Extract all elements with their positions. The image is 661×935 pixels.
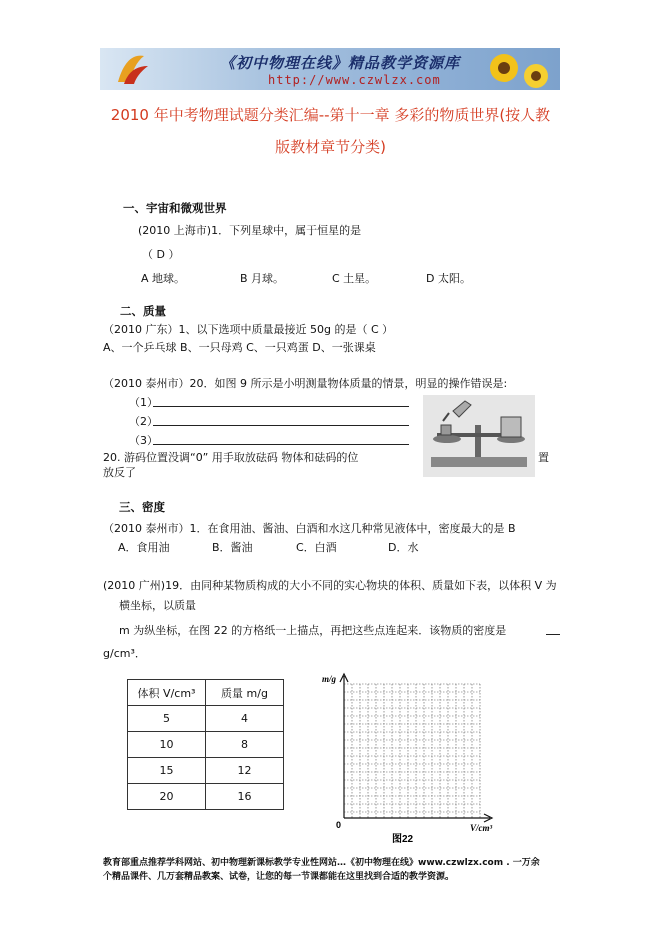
- header-banner: [100, 48, 560, 90]
- table-header-cell: 体积 V/cm³: [128, 680, 206, 706]
- table-header-cell: 质量 m/g: [206, 680, 284, 706]
- question-taizhou-1: （2010 泰州市）1．在食用油、酱油、白酒和水这几种常见液体中，密度最大的是 B: [103, 522, 516, 535]
- question-guangzhou-19-l3: m 为纵坐标，在图 22 的方格纸一上描点，再把这些点连起来．该物质的密度是: [119, 624, 507, 637]
- answer-blank-1[interactable]: [153, 406, 409, 407]
- density-answer-blank[interactable]: [546, 634, 560, 635]
- document-title-line2: 版教材章节分类): [275, 138, 386, 156]
- volume-mass-table: [127, 679, 284, 810]
- option-b: B 月球。: [240, 272, 285, 285]
- answer-blank-2[interactable]: [153, 425, 409, 426]
- question-guangzhou-19: (2010 广州)19．由同种某物质构成的大小不同的实心物块的体积、质量如下表，以体积 V 为: [103, 579, 557, 592]
- banner-title: 《初中物理在线》精品教学资源库: [220, 54, 461, 72]
- balance-scale-figure: [423, 395, 535, 477]
- table-row: [128, 784, 284, 810]
- question-taizhou-20: （2010 泰州市）20．如图 9 所示是小明测量物体质量的情景，明显的操作错误是:: [103, 377, 508, 390]
- table-cell: 16: [206, 784, 284, 810]
- site-logo-icon: [114, 52, 150, 86]
- table-row: [128, 706, 284, 732]
- footer-line1: 教育部重点推荐学科网站、初中物理新课标教学专业性网站…《初中物理在线》www.czwlzx.com . 一万余: [103, 858, 540, 868]
- option-c: C 土星。: [332, 272, 377, 285]
- option-a-oil: A．食用油: [118, 541, 170, 554]
- graph-grid: [344, 684, 480, 818]
- table-cell: 8: [206, 732, 284, 758]
- options-guangdong-1: A、一个乒乓球 B、一只母鸡 C、一只鸡蛋 D、一张课桌: [103, 341, 376, 354]
- question-shanghai-1: (2010 上海市)1．下列星球中，属于恒星的是: [138, 224, 362, 237]
- y-axis-label: m/g: [322, 674, 337, 684]
- graph-paper-figure[interactable]: [320, 668, 500, 848]
- section-heading-universe: 一、宇宙和微观世界: [123, 201, 227, 215]
- document-title-line1: 2010 年中考物理试题分类汇编--第十一章 多彩的物质世界(按人教: [110, 106, 551, 124]
- table-cell: 4: [206, 706, 284, 732]
- option-b-soy: B．酱油: [212, 541, 253, 554]
- blank-label-2: （2）: [129, 415, 158, 428]
- table-cell: 12: [206, 758, 284, 784]
- option-d-water: D．水: [388, 541, 419, 554]
- table-cell: 15: [128, 758, 206, 784]
- option-d: D 太阳。: [426, 272, 471, 285]
- sunflower-icon: [484, 50, 554, 90]
- table-row: [128, 758, 284, 784]
- blank-label-3: （3）: [129, 434, 158, 447]
- origin-label: 0: [336, 820, 342, 830]
- footer-line2: 个精品课件、几万套精品教案、试卷，让您的每一节课都能在这里找到合适的教学资源。: [103, 872, 455, 882]
- figure-caption: 图22: [392, 834, 414, 845]
- answer-blank-3[interactable]: [153, 444, 409, 445]
- x-axis-label: V/cm³: [470, 823, 493, 833]
- section-heading-mass: 二、质量: [120, 304, 166, 318]
- answer-shanghai-1: （ D ）: [142, 248, 180, 261]
- table-cell: 20: [128, 784, 206, 810]
- option-a: A 地球。: [141, 272, 186, 285]
- table-cell: 10: [128, 732, 206, 758]
- section-heading-density: 三、密度: [119, 500, 165, 514]
- answer-taizhou-20-line2: 放反了: [103, 466, 136, 479]
- banner-url[interactable]: http://www.czwlzx.com: [268, 73, 441, 87]
- answer-taizhou-20-tail: 置: [538, 451, 549, 464]
- table-header-row: [128, 680, 284, 706]
- option-c-liquor: C．白酒: [296, 541, 337, 554]
- question-guangdong-1: （2010 广东）1、以下选项中质量最接近 50g 的是（ C ）: [103, 323, 394, 336]
- table-cell: 5: [128, 706, 206, 732]
- blank-label-1: （1）: [129, 396, 158, 409]
- question-guangzhou-19-l2: 横坐标，以质量: [119, 599, 196, 612]
- table-row: [128, 732, 284, 758]
- density-unit: g/cm³．: [103, 647, 146, 660]
- answer-taizhou-20: 20. 游码位置没调“0” 用手取放砝码 物体和砝码的位: [103, 451, 359, 464]
